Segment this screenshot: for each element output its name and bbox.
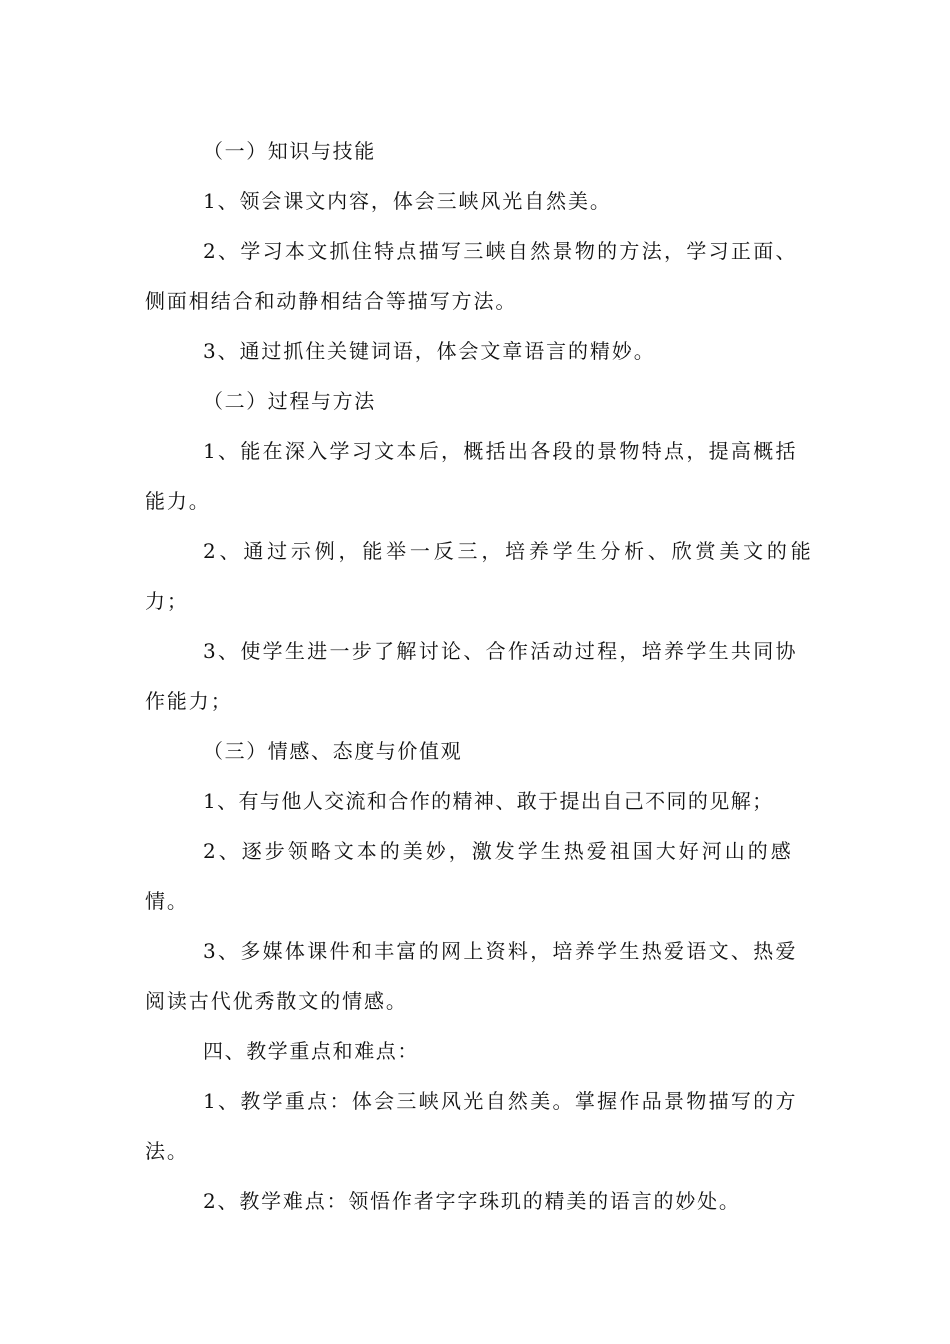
paragraph-line: 情。 xyxy=(145,889,189,913)
paragraph-line: 2、逐步领略文本的美妙，激发学生热爱祖国大好河山的感 xyxy=(203,839,794,863)
paragraph-line: 法。 xyxy=(145,1139,189,1163)
paragraph-line: 3、多媒体课件和丰富的网上资料，培养学生热爱语文、热爱 xyxy=(203,939,798,963)
paragraph-line: 2、学习本文抓住特点描写三峡自然景物的方法，学习正面、 xyxy=(203,239,798,263)
paragraph-line: 能力。 xyxy=(145,489,211,513)
section-heading-emotion-values: （三）情感、态度与价值观 xyxy=(203,739,463,763)
paragraph-line: 1、有与他人交流和合作的精神、敢于提出自己不同的见解； xyxy=(203,789,774,813)
section-heading-teaching-focus: 四、教学重点和难点： xyxy=(203,1039,419,1063)
section-heading-process-methods: （二）过程与方法 xyxy=(203,389,376,413)
paragraph-line: 1、教学重点：体会三峡风光自然美。掌握作品景物描写的方 xyxy=(203,1089,798,1113)
paragraph-line: 阅读古代优秀散文的情感。 xyxy=(145,989,408,1013)
paragraph-line: 作能力； xyxy=(145,689,233,713)
paragraph-line: 侧面相结合和动静相结合等描写方法。 xyxy=(145,289,518,313)
paragraph-line: 3、通过抓住关键词语，体会文章语言的精妙。 xyxy=(203,339,656,363)
paragraph-line: 3、使学生进一步了解讨论、合作活动过程，培养学生共同协 xyxy=(203,639,798,663)
paragraph-line: 力； xyxy=(145,589,189,613)
paragraph-line: 1、能在深入学习文本后，概括出各段的景物特点，提高概括 xyxy=(203,439,798,463)
paragraph-line: 2、教学难点：领悟作者字字珠玑的精美的语言的妙处。 xyxy=(203,1189,741,1213)
section-heading-knowledge-skills: （一）知识与技能 xyxy=(203,139,376,163)
paragraph-line: 2、通过示例，能举一反三，培养学生分析、欣赏美文的能 xyxy=(203,539,815,563)
paragraph-line: 1、领会课文内容，体会三峡风光自然美。 xyxy=(203,189,612,213)
